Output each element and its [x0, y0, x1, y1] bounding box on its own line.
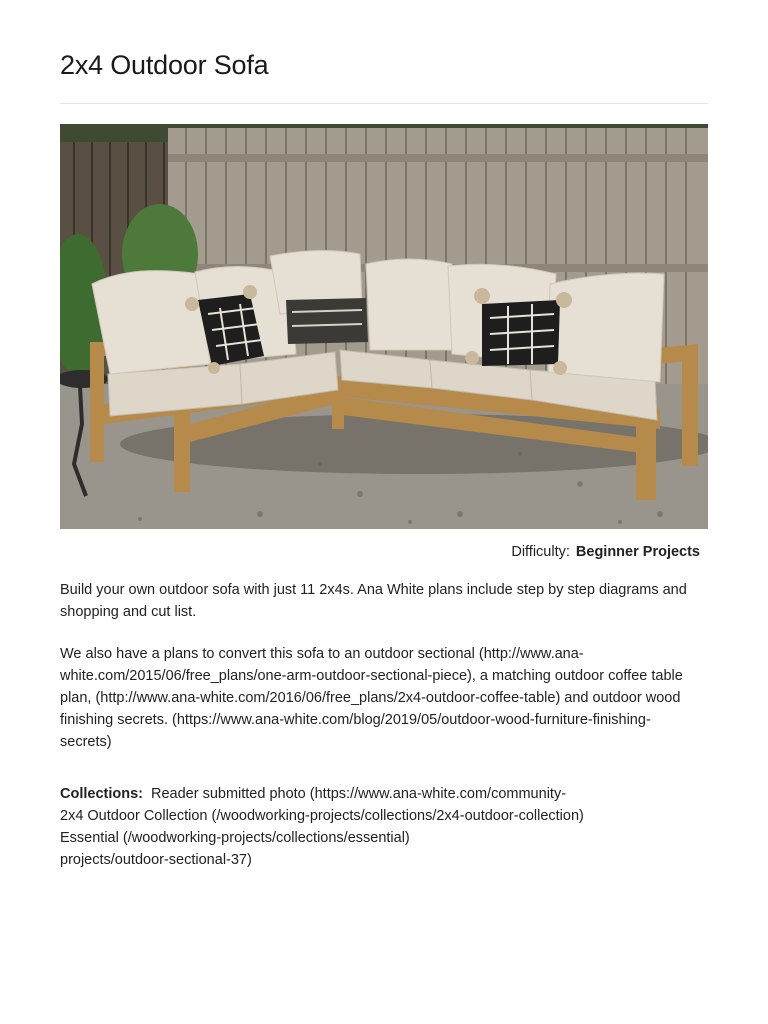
collection-essential-link[interactable]: Essential (/woodworking-projects/collections/essential) — [60, 830, 410, 846]
collections-label: Collections: — [60, 786, 143, 802]
difficulty-label: Difficulty: — [511, 544, 570, 560]
project-photo — [60, 124, 708, 529]
collection-reader-photo-link[interactable]: Reader submitted photo (https://www.ana-white.com/community- — [150, 786, 567, 802]
collections-line-1 — [60, 783, 700, 805]
title-divider — [60, 103, 708, 104]
collections-block — [60, 783, 700, 871]
description-paragraph-2: We also have a plans to convert this sofa to an outdoor sectional (http://www.ana-white.com/2015/06/free_plans/one-arm-outdoor-sectional-piece), a matching outdoor coffee table plan, (http://www.ana-white.com/2016/06/free_plans/2x4-outdoor-coffee-table) and outdoor wood finishing secrets. (https://www.ana-white.com/blog/2019/05/outdoor-wood-furniture-finishing-secrets) — [60, 646, 683, 750]
collections-line-4: projects/outdoor-sectional-37) — [60, 852, 252, 868]
difficulty-value[interactable]: Beginner Projects — [575, 544, 700, 560]
difficulty-row — [511, 544, 700, 560]
page-title: 2x4 Outdoor Sofa — [60, 50, 269, 80]
collection-2x4-outdoor-link[interactable]: 2x4 Outdoor Collection (/woodworking-projects/collections/2x4-outdoor-collection) — [60, 808, 584, 824]
description-paragraph-1: Build your own outdoor sofa with just 11 2x4s. Ana White plans include step by step diagrams and shopping and cut list. — [60, 582, 687, 620]
